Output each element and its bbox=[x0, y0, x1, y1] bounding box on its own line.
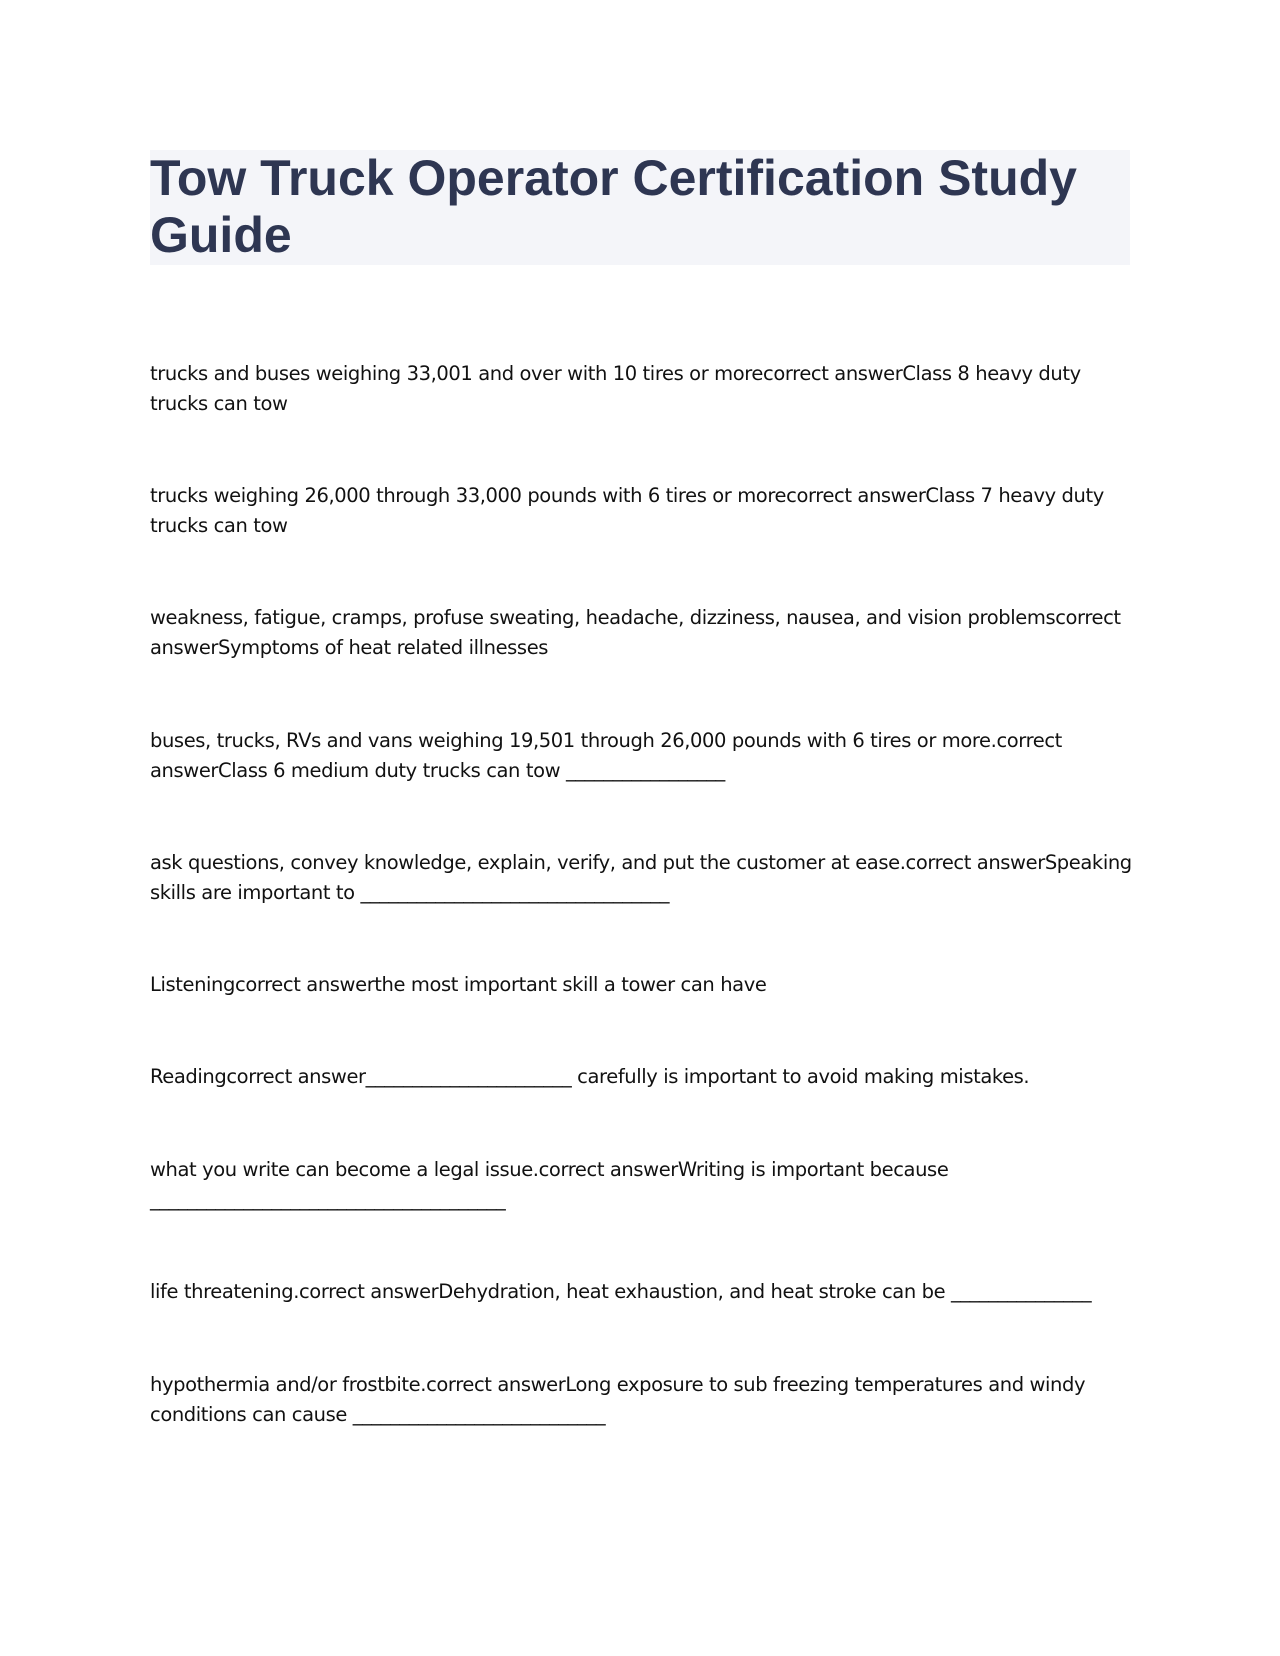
qa-item bbox=[150, 1155, 1140, 1215]
qa-item bbox=[150, 848, 1140, 908]
qa-item bbox=[150, 1277, 1140, 1307]
qa-item bbox=[150, 1062, 1140, 1092]
qa-item bbox=[150, 359, 1140, 419]
qa-item-text: hypothermia and/or frostbite.correct answerLong exposure to sub freezing temperatures and windy conditions can cause ___________________________ bbox=[150, 1373, 1086, 1426]
qa-item-text: trucks and buses weighing 33,001 and over with 10 tires or morecorrect answerClass 8 heavy duty trucks can tow bbox=[150, 362, 1081, 415]
document-title: Tow Truck Operator Certification Study Guide bbox=[150, 150, 1077, 263]
qa-item bbox=[150, 481, 1140, 541]
qa-item bbox=[150, 1370, 1140, 1430]
qa-item-text: ask questions, convey knowledge, explain, verify, and put the customer at ease.correct answerSpeaking skills are important to _________________________________ bbox=[150, 851, 1132, 904]
qa-item-text: what you write can become a legal issue.correct answerWriting is important because ______________________________________ bbox=[150, 1158, 949, 1211]
qa-item bbox=[150, 970, 1140, 1000]
qa-item-text: Listeningcorrect answerthe most important skill a tower can have bbox=[150, 973, 767, 996]
qa-item bbox=[150, 603, 1140, 663]
qa-item-text: Readingcorrect answer______________________ carefully is important to avoid making mistakes. bbox=[150, 1065, 1030, 1088]
qa-item-text: buses, trucks, RVs and vans weighing 19,501 through 26,000 pounds with 6 tires or more.correct answerClass 6 medium duty trucks can tow _________________ bbox=[150, 729, 1062, 782]
qa-item-text: weakness, fatigue, cramps, profuse sweating, headache, dizziness, nausea, and vision problemscorrect answerSymptoms of heat related illnesses bbox=[150, 606, 1121, 659]
qa-item-text: trucks weighing 26,000 through 33,000 pounds with 6 tires or morecorrect answerClass 7 heavy duty trucks can tow bbox=[150, 484, 1104, 537]
title-banner bbox=[150, 150, 1130, 265]
qa-item bbox=[150, 726, 1140, 786]
qa-item-text: life threatening.correct answerDehydration, heat exhaustion, and heat stroke can be _______________ bbox=[150, 1280, 1092, 1303]
